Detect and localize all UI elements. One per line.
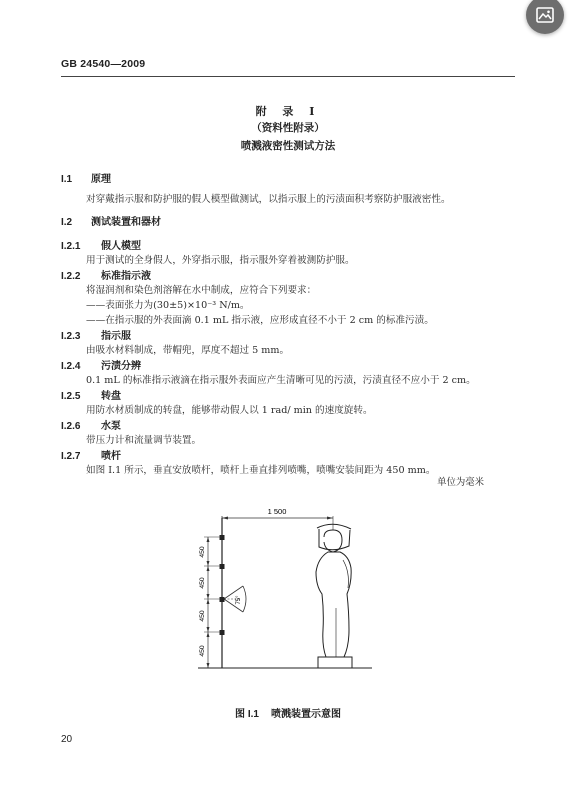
dimension-top-label: 1 500 <box>267 507 287 516</box>
section-title: 污渍分辨 <box>101 361 141 372</box>
section-number: I.2 <box>61 217 73 228</box>
paragraph: 0.1 mL 的标准指示液滴在指示服外表面应产生清晰可见的污渍，污渍直径不应小于 2 cm。 <box>86 375 476 386</box>
section-number: I.2.1 <box>61 241 81 252</box>
mannequin <box>316 524 351 657</box>
section-number: I.2.5 <box>61 391 81 402</box>
standard-code: GB 24540—2009 <box>61 58 146 70</box>
paragraph: 带压力计和流量调节装置。 <box>86 435 202 446</box>
spacing-label: 450 <box>199 645 206 657</box>
vertical-dimension <box>199 537 222 668</box>
unit-note: 单位为毫米 <box>437 477 484 488</box>
section-number: I.2.6 <box>61 421 81 432</box>
figure-caption-number: 图 I.1 <box>235 709 259 720</box>
face-shield <box>317 524 351 529</box>
section-title: 原理 <box>91 174 111 185</box>
angle-label: 75° <box>236 595 242 605</box>
page-number: 20 <box>61 734 73 745</box>
paragraph: 用于测试的全身假人，外穿指示服，指示服外穿着被测防护服。 <box>86 255 355 266</box>
section-title: 指示服 <box>101 331 131 342</box>
figure-caption-text: 喷溅装置示意图 <box>270 709 341 720</box>
nozzle <box>220 630 225 635</box>
section-number: I.2.4 <box>61 361 81 372</box>
paragraph: 用防水材质制成的转盘，能够带动假人以 1 rad/ min 的速度旋转。 <box>86 405 373 416</box>
section-title: 水泵 <box>101 421 121 432</box>
paragraph: ——在指示服的外表面滴 0.1 mL 指示液，应形成直径不小于 2 cm 的标准污渍。 <box>86 315 434 326</box>
spacing-label: 450 <box>199 546 206 558</box>
section-number: I.1 <box>61 174 73 185</box>
section-title: 假人模型 <box>101 241 141 252</box>
section-number: I.2.7 <box>61 451 81 462</box>
top-dimension <box>222 507 333 530</box>
paragraph: 如图 I.1 所示，垂直安放喷杆，喷杆上垂直排列喷嘴，喷嘴安装间距为 450 mm。 <box>86 465 436 476</box>
figure-caption <box>61 705 515 720</box>
nozzle <box>220 597 225 602</box>
annex-title: 附 录 I <box>255 105 321 118</box>
section-title: 标准指示液 <box>101 271 151 282</box>
section-number: I.2.3 <box>61 331 81 342</box>
paragraph: 由吸水材料制成，带帽兜，厚度不超过 5 mm。 <box>86 345 290 356</box>
section-title: 转盘 <box>101 391 121 402</box>
section-title: 测试装置和器材 <box>91 217 161 228</box>
annex-name: 喷溅液密性测试方法 <box>240 140 336 152</box>
paragraph: 将湿润剂和染色剂溶解在水中制成，应符合下列要求： <box>86 285 317 296</box>
section-number: I.2.2 <box>61 271 81 282</box>
spacing-label: 450 <box>199 610 206 622</box>
spacing-label: 450 <box>199 577 206 589</box>
paragraph: ——表面张力为(30±5)×10⁻³ N/m。 <box>86 300 250 311</box>
turntable <box>318 657 352 668</box>
paragraph: 对穿戴指示服和防护服的假人模型做测试，以指示服上的污渍面积考察防护服液密性。 <box>86 194 451 205</box>
annex-subtitle: （资料性附录） <box>251 122 325 134</box>
nozzle <box>220 535 225 540</box>
spray-cone <box>224 586 246 612</box>
nozzle <box>220 564 225 569</box>
section-title: 喷杆 <box>101 451 121 462</box>
